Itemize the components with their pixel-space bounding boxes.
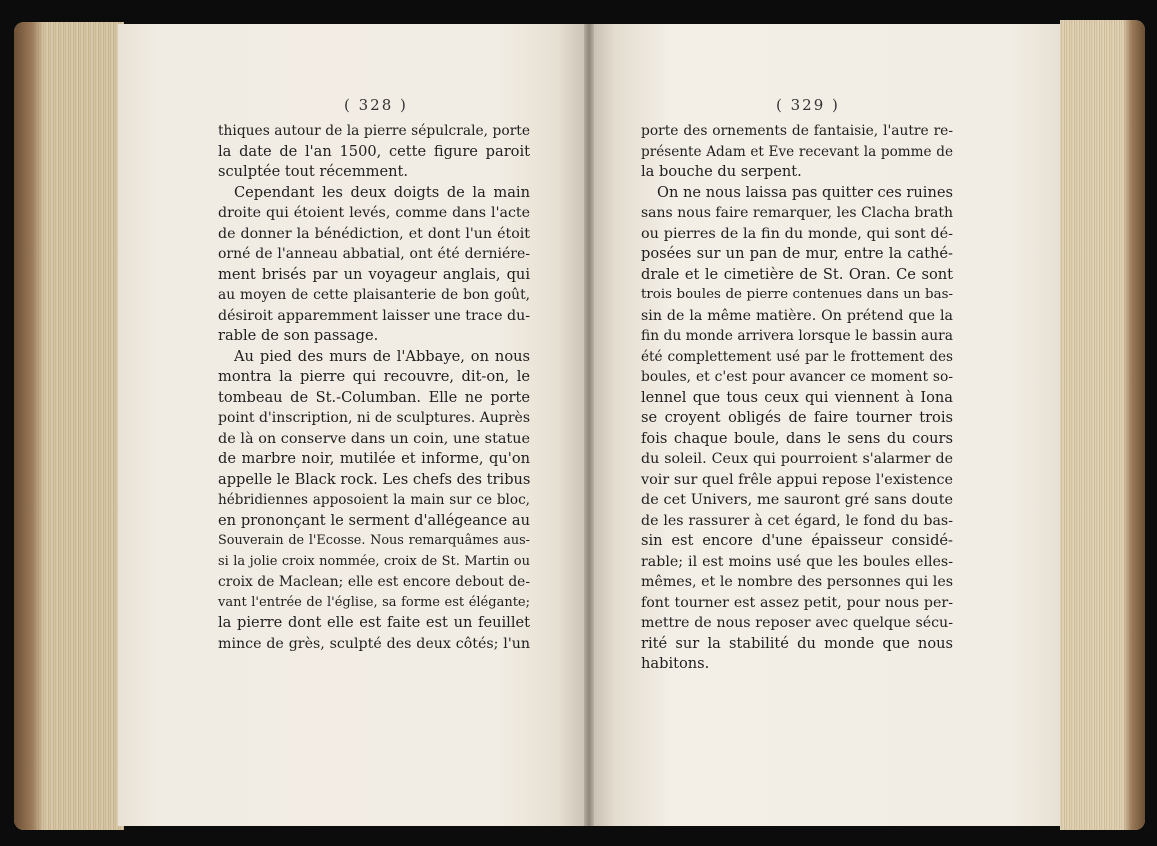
text-line: On ne nous laissa pas quitter ces ruines: [657, 183, 953, 201]
text-line: Cependant les deux doigts de la main: [234, 183, 530, 201]
text-line: orné de l'anneau abbatial, ont été derniére-: [218, 246, 530, 262]
text-line: rable; il est moins usé que les boules elles-: [641, 553, 953, 570]
text-line: présente Adam et Eve recevant la pomme de: [641, 143, 953, 160]
text-line: montra la pierre qui recouvre, dit-on, le: [218, 368, 530, 385]
text-line: ment brisés par un voyageur anglais, qui: [218, 265, 530, 283]
text-line: croix de Maclean; elle est encore debout de-: [218, 574, 530, 590]
text-line: sans nous faire remarquer, les Clacha brath: [641, 205, 953, 221]
text-line: de marbre noir, mutilée et informe, qu'on: [218, 450, 530, 467]
text-line: de donner la bénédiction, et dont l'un étoit: [218, 225, 530, 242]
text-line: la bouche du serpent.: [641, 163, 802, 180]
left-page-stack: [14, 22, 124, 830]
left-page-number: ( 328 ): [344, 96, 408, 114]
text-line: fin du monde arrivera lorsque le bassin aura: [641, 328, 953, 344]
text-line: Souverain de l'Ecosse. Nous remarquâmes aus-: [218, 533, 530, 548]
text-line: droite qui étoient levés, comme dans l'acte: [218, 205, 530, 221]
text-line: sin est encore d'une épaisseur considé-: [641, 532, 953, 549]
text-line: rable de son passage.: [218, 327, 379, 344]
text-line: boules, et c'est pour avancer ce moment so-: [641, 369, 953, 385]
text-line: habitons.: [641, 655, 710, 672]
text-line: drale et le cimetière de St. Oran. Ce sont: [641, 265, 953, 283]
text-line: sculptée tout récemment.: [218, 163, 409, 180]
text-line: posées sur un pan de mur, entre la cathé-: [641, 245, 953, 262]
text-line: mettre de nous reposer avec quelque sécu-: [641, 615, 953, 631]
text-line: de les rassurer à cet égard, le fond du bas-: [641, 512, 953, 529]
text-line: ou pierres de la fin du monde, qui sont dé-: [641, 225, 953, 242]
text-line: point d'inscription, ni de sculptures. Auprès: [218, 410, 530, 426]
text-line: si la jolie croix nommée, croix de St. Martin ou: [218, 553, 530, 569]
text-line: en prononçant le serment d'allégeance au: [218, 511, 530, 529]
text-line: font tourner est assez petit, pour nous per-: [641, 594, 953, 611]
text-line: été complettement usé par le frottement des: [641, 348, 953, 365]
right-page-number: ( 329 ): [776, 96, 840, 114]
text-line: appelle le Black rock. Les chefs des tribus: [218, 470, 531, 488]
text-line: la pierre dont elle est faite est un feuillet: [218, 614, 530, 631]
text-line: du soleil. Ceux qui pourroient s'alarmer de: [641, 451, 953, 467]
text-line: au moyen de cette plaisanterie de bon goût,: [218, 287, 530, 303]
text-line: lennel que tous ceux qui viennent à Iona: [641, 388, 953, 406]
text-line: Au pied des murs de l'Abbaye, on nous: [234, 347, 530, 365]
text-line: mince de grès, sculpté des deux côtés; l'un: [218, 635, 530, 652]
right-page-stack: [1060, 20, 1145, 830]
right-page-text: [641, 121, 953, 675]
text-line: trois boules de pierre contenues dans un bas-: [641, 287, 953, 302]
text-line: voir sur quel frêle appui repose l'existence: [641, 471, 954, 488]
text-line: fois chaque boule, dans le sens du cours: [641, 429, 953, 447]
text-line: de là on conserve dans un coin, une statue: [218, 430, 530, 447]
text-line: porte des ornements de fantaisie, l'autre re-: [641, 123, 953, 139]
book-gutter: [584, 24, 594, 826]
text-line: la date de l'an 1500, cette figure paroit: [218, 142, 530, 160]
text-line: rité sur la stabilité du monde que nous: [641, 634, 953, 652]
text-line: tombeau de St.-Columban. Elle ne porte: [218, 388, 530, 406]
text-line: désiroit apparemment laisser une trace du-: [218, 307, 531, 324]
text-line: sin de la même matière. On prétend que la: [641, 307, 953, 324]
text-line: vant l'entrée de l'église, sa forme est élégante;: [218, 594, 530, 610]
text-line: de cet Univers, me sauront gré sans doute: [641, 492, 953, 508]
text-line: hébridiennes apposoient la main sur ce bloc,: [218, 492, 530, 508]
text-line: thiques autour de la pierre sépulcrale, porte: [218, 123, 530, 139]
left-page-text: [218, 121, 530, 654]
text-line: se croyent obligés de faire tourner trois: [641, 409, 953, 426]
text-line: mêmes, et le nombre des personnes qui les: [641, 574, 953, 590]
